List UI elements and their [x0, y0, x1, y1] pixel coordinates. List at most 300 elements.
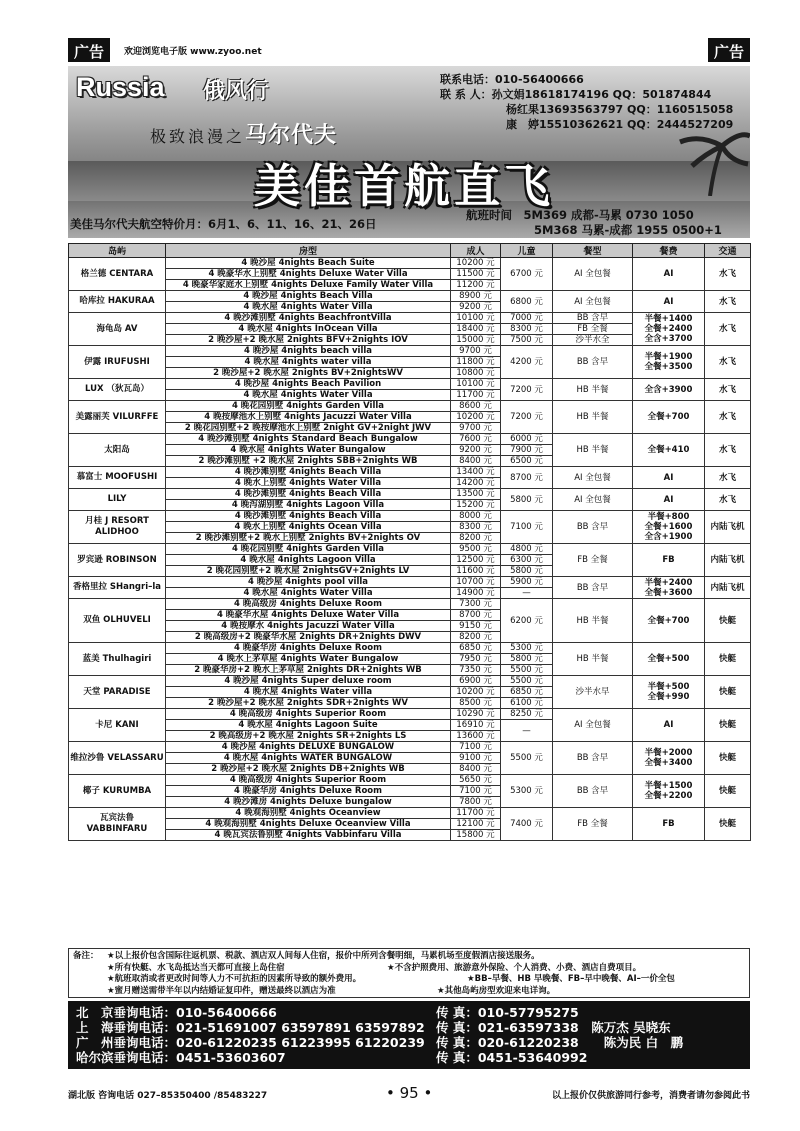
adult-price: 11700 元	[451, 390, 501, 401]
adult-price: 7600 元	[451, 434, 501, 445]
room-type: 4 晚水屋 4nights Water Villa	[166, 390, 451, 401]
room-type: 4 晚高级房 4nights Superior Room	[166, 709, 451, 720]
transport: 内陆飞机	[705, 544, 751, 577]
child-price: 6100 元	[501, 698, 553, 709]
table-row	[69, 434, 751, 445]
meal-plan: HB 半餐	[553, 434, 633, 467]
transport: 快艇	[705, 643, 751, 676]
adult-price: 8500 元	[451, 698, 501, 709]
adult-price: 13600 元	[451, 731, 501, 742]
adult-price: 12100 元	[451, 819, 501, 830]
meal-fee	[633, 775, 705, 808]
table-row	[69, 544, 751, 555]
meal-fee-line: 全餐+3500	[644, 362, 693, 372]
table-row	[69, 346, 751, 357]
room-type: 4 晚水屋 4nights Water Bungalow	[166, 445, 451, 456]
transport: 水飞	[705, 489, 751, 511]
meal-fee	[633, 489, 705, 511]
adult-price: 10200 元	[451, 412, 501, 423]
meal-fee-line: 半餐+2000	[644, 748, 693, 758]
transport: 快艇	[705, 808, 751, 841]
table-row	[69, 742, 751, 753]
island-name: 双鱼 OLHUVELI	[69, 599, 166, 643]
adult-price: 7300 元	[451, 599, 501, 610]
meal-fee	[633, 599, 705, 643]
slogan-main: 马尔代夫	[245, 122, 338, 148]
adult-price: 9100 元	[451, 753, 501, 764]
note-line: ★所有快艇、水飞岛抵达当天都可直接上岛住宿	[107, 962, 285, 973]
meal-plan: AI 全包餐	[553, 258, 633, 291]
island-name: 哈库拉 HAKURAA	[69, 291, 166, 313]
room-type: 4 晚水屋 4nights Water villa	[166, 687, 451, 698]
meal-plan: BB 含早	[553, 511, 633, 544]
room-type: 4 晚水屋 4nights Water Villa	[166, 302, 451, 313]
island-name: 太阳岛	[69, 434, 166, 467]
meal-fee	[633, 742, 705, 775]
adult-price: 11600 元	[451, 566, 501, 577]
room-type: 2 晚沙滩别墅 +2 晚水屋 2nights SBB+2nights WB	[166, 456, 451, 467]
room-type: 4 晚水屋 4nights Water Villa	[166, 588, 451, 599]
room-type: 2 晚花园别墅+2 晚按摩池水上别墅 2night GV+2night JWV	[166, 423, 451, 434]
room-type: 4 晚沙滩别墅 4nights Beach Villa	[166, 489, 451, 500]
table-row	[69, 808, 751, 819]
note-line: ★以上报价包含国际往返机票、税款、酒店双人间每人住宿，报价中所列含餐明细，马累机场至度假酒店接送服务。	[107, 951, 540, 961]
room-type: 4 晚水屋 4nights Lagoon Villa	[166, 555, 451, 566]
page-header	[0, 38, 800, 66]
table-row	[69, 511, 751, 522]
island-name: 罗宾逊 ROBINSON	[69, 544, 166, 577]
island-name: 天堂 PARADISE	[69, 676, 166, 709]
transport: 水飞	[705, 313, 751, 346]
adult-price: 10290 元	[451, 709, 501, 720]
meal-plan: BB 含早	[553, 742, 633, 775]
meal-fee-line: 半餐+1500	[644, 781, 693, 791]
contact-person: 联 系 人：孙文娟18618174196 QQ：501874844	[440, 88, 712, 101]
child-price: 6200 元	[501, 599, 553, 643]
adult-price: 10200 元	[451, 258, 501, 269]
room-type: 2 晚沙滩别墅+2 晚水上别墅 2nights BV+2nights OV	[166, 533, 451, 544]
child-price: 6800 元	[501, 291, 553, 313]
table-row	[69, 379, 751, 390]
meal-fee-line: 全餐+700	[647, 615, 690, 626]
price-table	[68, 243, 751, 841]
meal-fee	[633, 401, 705, 434]
meal-plan: FB 全餐	[553, 808, 633, 841]
adult-price: 18400 元	[451, 324, 501, 335]
adult-price: 11500 元	[451, 269, 501, 280]
room-type: 4 晚沙滩房 4nights Deluxe bungalow	[166, 797, 451, 808]
contact-person: 康 婷15510362621 QQ：2444527209	[506, 118, 734, 131]
table-row	[69, 709, 751, 720]
slogan	[150, 118, 337, 149]
footer-phone: 上 海垂询电话：021-51691007 63597891 63597892	[76, 1020, 425, 1035]
room-type: 2 晚沙屋+2 晚水屋 2nights DB+2nights WB	[166, 764, 451, 775]
island-name: 瓦宾法鲁 VABBINFARU	[69, 808, 166, 841]
col-adult: 成人	[451, 244, 501, 258]
room-type: 4 晚瓦宾法鲁别墅 4nights Vabbinfaru Villa	[166, 830, 451, 841]
island-name: 慕富士 MOOFUSHI	[69, 467, 166, 489]
island-name: 海龟岛 AV	[69, 313, 166, 346]
child-price: 8300 元	[501, 324, 553, 335]
child-price: 6850 元	[501, 687, 553, 698]
meal-fee-line: 半餐+1400	[644, 314, 693, 324]
col-transport: 交通	[705, 244, 751, 258]
child-price: 5500 元	[501, 665, 553, 676]
meal-fee-line: 全餐+410	[647, 445, 690, 455]
meal-fee	[633, 676, 705, 709]
table-row	[69, 291, 751, 302]
child-price: 7500 元	[501, 335, 553, 346]
table-row	[69, 313, 751, 324]
room-type: 4 晚沙屋 4nights pool villa	[166, 577, 451, 588]
transport: 快艇	[705, 742, 751, 775]
room-type: 4 晚高级房 4nights Superior Room	[166, 775, 451, 786]
meal-fee-line: 全餐+3600	[644, 587, 693, 598]
meal-fee-line: 全含+1900	[644, 532, 693, 542]
meal-fee-line: AI	[663, 720, 674, 730]
meal-plan: BB 含早	[553, 313, 633, 324]
room-type: 4 晚水屋 4nights WATER BUNGALOW	[166, 753, 451, 764]
meal-plan: FB 全餐	[553, 544, 633, 577]
room-type: 4 晚花园别墅 4nights Garden Villa	[166, 544, 451, 555]
footer-phone: 哈尔滨垂询电话：0451-53603607	[76, 1050, 286, 1065]
footer-fax: 传 真：020-61220238 陈为民 白 鹏	[436, 1035, 684, 1050]
adult-price: 5650 元	[451, 775, 501, 786]
child-price: 5800 元	[501, 654, 553, 665]
adult-price: 10700 元	[451, 577, 501, 588]
meal-plan: AI 全包餐	[553, 709, 633, 742]
room-type: 2 晚沙屋+2 晚水屋 2nights SDR+2nights WV	[166, 698, 451, 709]
meal-fee-line: 半餐+1900	[644, 352, 693, 362]
meal-fee-line: AI	[663, 494, 674, 505]
flight-times	[466, 208, 722, 238]
room-type: 4 晚花园别墅 4nights Garden Villa	[166, 401, 451, 412]
transport: 水飞	[705, 291, 751, 313]
meal-plan: HB 半餐	[553, 379, 633, 401]
child-price: 5500 元	[501, 676, 553, 687]
child-price: 5300 元	[501, 775, 553, 808]
meal-fee-line: 全餐+990	[647, 692, 690, 702]
meal-fee-line: FB	[662, 555, 675, 565]
child-price: 5900 元	[501, 577, 553, 588]
room-type: 4 晚沙屋 4nights DELUXE BUNGALOW	[166, 742, 451, 753]
transport: 快艇	[705, 599, 751, 643]
col-room: 房型	[166, 244, 451, 258]
col-meal: 餐型	[553, 244, 633, 258]
meal-plan: FB 全餐	[553, 324, 633, 335]
meal-plan: AI 全包餐	[553, 489, 633, 511]
headline: 美佳首航直飞	[254, 159, 554, 213]
adult-price: 8200 元	[451, 632, 501, 643]
banner	[68, 66, 750, 238]
meal-fee	[633, 379, 705, 401]
col-island: 岛屿	[69, 244, 166, 258]
meal-plan: BB 含早	[553, 775, 633, 808]
table-row	[69, 599, 751, 610]
meal-fee	[633, 709, 705, 742]
adult-price: 8300 元	[451, 522, 501, 533]
meal-fee	[633, 577, 705, 599]
island-name: 伊露 IRUFUSHI	[69, 346, 166, 379]
col-fee: 餐费	[633, 244, 705, 258]
room-type: 4 晚沙屋 4nights Super deluxe room	[166, 676, 451, 687]
room-type: 2 晚豪华房+2 晚水上茅草屋 2nights DR+2nights WB	[166, 665, 451, 676]
table-row	[69, 577, 751, 588]
island-name: 椰子 KURUMBA	[69, 775, 166, 808]
table-row	[69, 258, 751, 269]
footer-phone: 北 京垂询电话：010-56400666	[76, 1005, 277, 1020]
room-type: 4 晚泻湖别墅 4nights Lagoon Villa	[166, 500, 451, 511]
room-type: 4 晚按摩水 4nights Jacuzzi Water Villa	[166, 621, 451, 632]
room-type: 4 晚水上茅草屋 4nights Water Bungalow	[166, 654, 451, 665]
flight-return: 5M368 马累-成都 1955 0500+1	[534, 223, 722, 237]
room-type: 4 晚沙滩别墅 4nights Standard Beach Bungalow	[166, 434, 451, 445]
room-type: 4 晚沙滩别墅 4nights Beach Villa	[166, 467, 451, 478]
child-price: 6000 元	[501, 434, 553, 445]
adult-price: 9200 元	[451, 302, 501, 313]
meal-fee-line: 半餐+500	[647, 682, 690, 692]
room-type: 4 晚按摩池水上别墅 4nights Jacuzzi Water Villa	[166, 412, 451, 423]
child-price: 4800 元	[501, 544, 553, 555]
meal-fee	[633, 808, 705, 841]
site-url[interactable]: 欢迎浏览电子版 www.zyoo.net	[124, 47, 262, 57]
meal-fee-line: AI	[663, 269, 674, 279]
brand-logo: Russia	[76, 72, 165, 102]
room-type: 4 晚豪华水上别墅 4nights Deluxe Water Villa	[166, 269, 451, 280]
child-price: 8250 元	[501, 709, 553, 720]
adult-price: 11700 元	[451, 808, 501, 819]
child-price: 7200 元	[501, 379, 553, 401]
adult-price: 7350 元	[451, 665, 501, 676]
child-price: 5300 元	[501, 643, 553, 654]
adult-price: 15200 元	[451, 500, 501, 511]
meal-fee-line: FB	[662, 819, 675, 829]
room-type: 2 晚花园别墅+2 晚水屋 2nightsGV+2nights LV	[166, 566, 451, 577]
island-name: 香格里拉 SHangri–la	[69, 577, 166, 599]
col-child: 儿童	[501, 244, 553, 258]
meal-fee-line: AI	[663, 472, 674, 483]
room-type: 4 晚水屋 4nights InOcean Villa	[166, 324, 451, 335]
room-type: 4 晚豪华房 4nights Deluxe Room	[166, 786, 451, 797]
table-row	[69, 489, 751, 500]
brand-logo-cn: 俄风行	[203, 79, 270, 104]
child-price: 7000 元	[501, 313, 553, 324]
adult-price: 14900 元	[451, 588, 501, 599]
meal-fee	[633, 346, 705, 379]
child-price: 6700 元	[501, 258, 553, 291]
room-type: 4 晚沙屋 4nights Beach Villa	[166, 291, 451, 302]
island-name: 美露丽芙 VILURFFE	[69, 401, 166, 434]
child-price: —	[501, 588, 553, 599]
meal-plan: BB 含早	[553, 577, 633, 599]
adult-price: 9200 元	[451, 445, 501, 456]
adult-price: 7100 元	[451, 786, 501, 797]
footer-fax: 传 真：021-63597338 陈万杰 吴晓东	[436, 1020, 671, 1035]
child-price: 6500 元	[501, 456, 553, 467]
meal-plan: BB 含早	[553, 346, 633, 379]
meal-plan: 沙半水早	[553, 676, 633, 709]
adult-price: 7800 元	[451, 797, 501, 808]
room-type: 2 晚高级房+2 晚豪华水屋 2nights DR+2nights DWV	[166, 632, 451, 643]
note-line: ★BB–早餐、HB 早晚餐、FB–早中晚餐、AI–一价全包	[467, 974, 675, 984]
adult-price: 7100 元	[451, 742, 501, 753]
slogan-prefix: 极致浪漫之	[150, 127, 246, 146]
adult-price: 15800 元	[451, 830, 501, 841]
meal-fee-line: 全含+3900	[644, 384, 693, 395]
ad-label-right: 广告	[708, 38, 750, 62]
island-name: LILY	[69, 489, 166, 511]
contact-person: 杨红果13693563797 QQ：1160515058	[506, 103, 734, 116]
child-price: 6300 元	[501, 555, 553, 566]
notes-label: 备注：	[73, 951, 99, 961]
child-price: 5500 元	[501, 742, 553, 775]
meal-fee-line: 全餐+3400	[644, 758, 693, 768]
adult-price: 6900 元	[451, 676, 501, 687]
table-header-row	[69, 244, 751, 258]
transport: 水飞	[705, 401, 751, 434]
island-name: 蓝美 Thulhagiri	[69, 643, 166, 676]
room-type: 4 晚沙屋 4nights Beach Suite	[166, 258, 451, 269]
meal-fee	[633, 434, 705, 467]
child-price: 8700 元	[501, 467, 553, 489]
adult-price: 12500 元	[451, 555, 501, 566]
meal-fee	[633, 313, 705, 346]
meal-fee	[633, 258, 705, 291]
table-row	[69, 643, 751, 654]
adult-price: 8000 元	[451, 511, 501, 522]
adult-price: 8200 元	[451, 533, 501, 544]
transport: 水飞	[705, 379, 751, 401]
meal-fee-line: 全餐+700	[647, 412, 690, 422]
adult-price: 14200 元	[451, 478, 501, 489]
child-price: 7100 元	[501, 511, 553, 544]
footer-row-shanghai	[76, 1020, 742, 1035]
adult-price: 16910 元	[451, 720, 501, 731]
room-type: 4 晚水上别墅 4nights Water Villa	[166, 478, 451, 489]
footer-row-harbin	[76, 1050, 742, 1065]
room-type: 4 晚水上别墅 4nights Ocean Villa	[166, 522, 451, 533]
room-type: 4 晚沙滩别墅 4nights Beach Villa	[166, 511, 451, 522]
adult-price: 8900 元	[451, 291, 501, 302]
adult-price: 9700 元	[451, 346, 501, 357]
adult-price: 8600 元	[451, 401, 501, 412]
island-name: 卡尼 KANI	[69, 709, 166, 742]
meal-fee-line: 全餐+500	[647, 654, 690, 664]
adult-price: 9150 元	[451, 621, 501, 632]
meal-fee-line: 半餐+800	[647, 512, 690, 522]
transport: 快艇	[705, 709, 751, 742]
room-type: 4 晚水屋 4nights water villa	[166, 357, 451, 368]
transport: 内陆飞机	[705, 577, 751, 599]
contact-block	[440, 72, 746, 132]
footer-row-beijing	[76, 1005, 742, 1020]
adult-price: 6850 元	[451, 643, 501, 654]
child-price: 4200 元	[501, 346, 553, 379]
room-type: 4 晚沙滩别墅 4nights BeachfrontVilla	[166, 313, 451, 324]
meal-fee	[633, 643, 705, 676]
room-type: 4 晚豪华水屋 4nights Deluxe Water Villa	[166, 610, 451, 621]
meal-plan: 沙半水全	[553, 335, 633, 346]
adult-price: 10100 元	[451, 379, 501, 390]
ad-label-left: 广告	[68, 38, 110, 62]
child-price: 7200 元	[501, 401, 553, 434]
disclaimer: 以上报价仅供旅游同行参考，消费者请勿参阅此书	[551, 1091, 750, 1101]
island-name: 格兰德 CENTARA	[69, 258, 166, 291]
child-price: 5800 元	[501, 566, 553, 577]
note-line: ★蜜月赠送需带半年以内结婚证复印件，赠送最终以酒店为准	[107, 985, 336, 996]
transport: 快艇	[705, 676, 751, 709]
island-name: 维拉沙鲁 VELASSARU	[69, 742, 166, 775]
notes-box	[68, 948, 750, 998]
footer-contacts	[68, 1001, 750, 1069]
contact-phone: 联系电话：010-56400666	[440, 73, 584, 86]
note-line: ★其他岛屿房型欢迎来电详询。	[437, 985, 556, 996]
note-line: ★不含护照费用、旅游意外保险、个人消费、小费、酒店自费项目。	[387, 962, 642, 973]
footer-row-guangzhou	[76, 1035, 742, 1050]
adult-price: 7950 元	[451, 654, 501, 665]
meal-plan: HB 半餐	[553, 401, 633, 434]
meal-fee-line: 全餐+1600	[644, 522, 693, 532]
adult-price: 11800 元	[451, 357, 501, 368]
page-number: • 95 •	[386, 1084, 433, 1102]
adult-price: 13400 元	[451, 467, 501, 478]
transport: 水飞	[705, 346, 751, 379]
special-dates: 美佳马尔代夫航空特价月：6月1、6、11、16、21、26日	[70, 217, 377, 231]
room-type: 2 晚沙屋+2 晚水屋 2nights BFV+2nights IOV	[166, 335, 451, 346]
adult-price: 10200 元	[451, 687, 501, 698]
transport: 内陆飞机	[705, 511, 751, 544]
adult-price: 10100 元	[451, 313, 501, 324]
transport: 水飞	[705, 258, 751, 291]
transport: 快艇	[705, 775, 751, 808]
meal-fee-line: 半餐+2400	[644, 577, 693, 588]
meal-plan: AI 全包餐	[553, 467, 633, 489]
table-row	[69, 401, 751, 412]
footer-phone: 广 州垂询电话：020-61220235 61223995 61220239	[76, 1035, 425, 1050]
table-row	[69, 775, 751, 786]
meal-plan: AI 全包餐	[553, 291, 633, 313]
meal-fee-line: 全餐+2200	[644, 791, 693, 801]
adult-price: 15000 元	[451, 335, 501, 346]
table-row	[69, 676, 751, 687]
meal-plan: HB 半餐	[553, 599, 633, 643]
room-type: 4 晚豪华家庭水上别墅 4nights Deluxe Family Water Villa	[166, 280, 451, 291]
adult-price: 8400 元	[451, 764, 501, 775]
room-type: 2 晚高级房+2 晚水屋 2nights SR+2nights LS	[166, 731, 451, 742]
meal-fee	[633, 291, 705, 313]
adult-price: 11200 元	[451, 280, 501, 291]
room-type: 4 晚沙屋 4nights Beach Pavilion	[166, 379, 451, 390]
meal-fee-line: 全餐+2400	[644, 324, 693, 334]
edition-info: 湖北版 咨询电话 027–85350400 /85483227	[68, 1091, 268, 1101]
room-type: 4 晚豪华房 4nights Deluxe Room	[166, 643, 451, 654]
room-type: 4 晚沙屋 4nights beach villa	[166, 346, 451, 357]
page-footer	[68, 1084, 750, 1102]
room-type: 4 晚水屋 4nights Lagoon Suite	[166, 720, 451, 731]
meal-fee	[633, 544, 705, 577]
island-name: 月桂 J RESORT ALIDHOO	[69, 511, 166, 544]
adult-price: 10800 元	[451, 368, 501, 379]
room-type: 4 晚观海别墅 4nights Oceanview	[166, 808, 451, 819]
transport: 水飞	[705, 467, 751, 489]
room-type: 4 晚观海别墅 4nights Deluxe Oceanview Villa	[166, 819, 451, 830]
adult-price: 9500 元	[451, 544, 501, 555]
palm-tree-icon	[630, 126, 750, 196]
child-price: 7900 元	[501, 445, 553, 456]
meal-fee-line: 全含+3700	[644, 334, 693, 344]
island-name: LUX （狄瓦岛）	[69, 379, 166, 401]
room-type: 2 晚沙屋+2 晚水屋 2nights BV+2nightsWV	[166, 368, 451, 379]
